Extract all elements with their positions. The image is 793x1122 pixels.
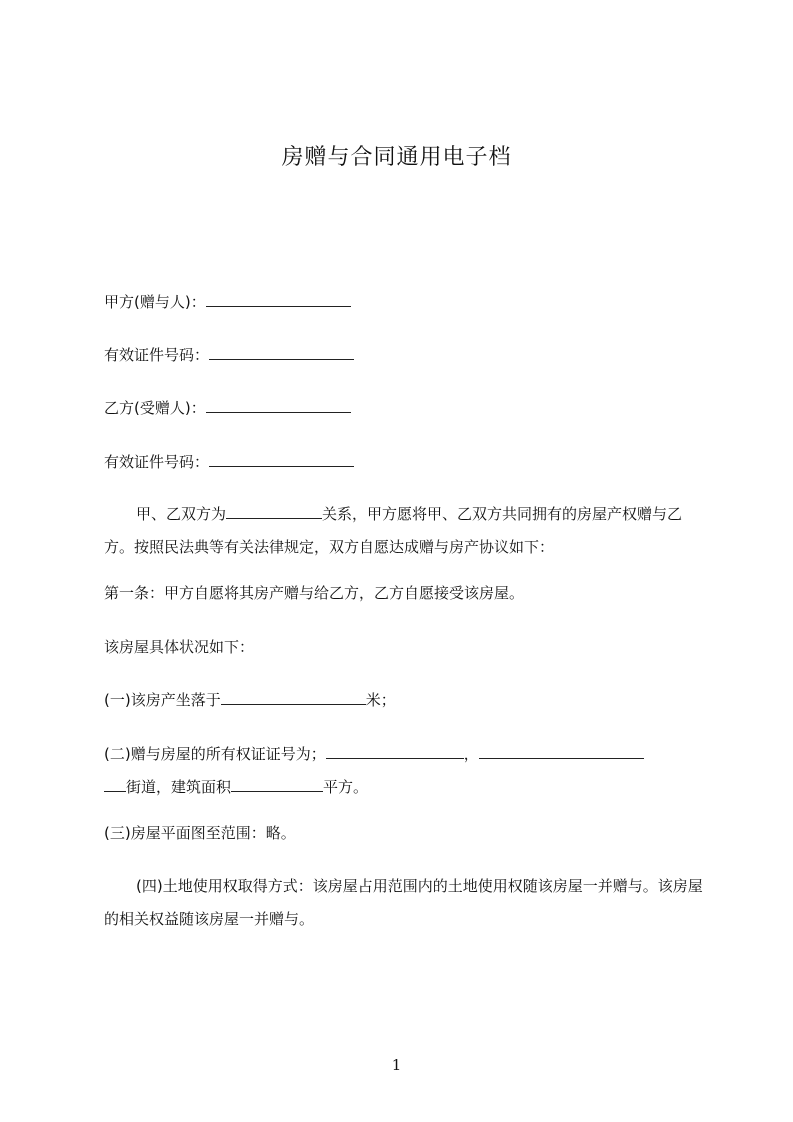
street-blank-continued	[104, 777, 126, 792]
area-blank	[231, 777, 323, 792]
page-number: 1	[391, 1056, 402, 1074]
intro-paragraph	[104, 498, 704, 564]
item-4-paragraph	[104, 870, 704, 936]
party-a-id-blank	[209, 345, 354, 360]
item-2-paragraph	[104, 738, 704, 804]
party-b-id-blank	[209, 452, 354, 467]
document-title: 房赠与合同通用电子档	[281, 145, 512, 170]
item-2-area-unit: 平方。	[323, 778, 369, 796]
party-a-blank	[206, 292, 351, 307]
intro-text-part2: 关系，甲方愿将甲、乙双方共同拥有的房屋产权赠与乙方。按照民法典等有关法律规定，双方自愿达成赠与房产协议如下：	[104, 505, 683, 556]
party-b-id-label: 有效证件号码：	[104, 453, 210, 471]
item-2-street-text: 街道，建筑面积	[126, 778, 232, 796]
intro-text-part1: 甲、乙双方为	[136, 505, 227, 523]
house-details-heading: 该房屋具体状况如下：	[104, 638, 255, 656]
party-b-blank	[206, 398, 351, 413]
item-2-text: (二)赠与房屋的所有权证证号为；	[104, 745, 326, 763]
item-2-comma: ，	[463, 745, 479, 763]
item-3: (三)房屋平面图至范围：略。	[104, 824, 296, 842]
certificate-number-blank	[326, 744, 464, 759]
party-b-line	[104, 398, 704, 418]
article-1: 第一条：甲方自愿将其房产赠与给乙方，乙方自愿接受该房屋。	[104, 584, 525, 602]
party-a-id-label: 有效证件号码：	[104, 346, 210, 364]
item-1-unit: 米；	[365, 691, 396, 709]
party-b-label: 乙方(受赠人)：	[104, 399, 206, 417]
item-1-line	[104, 690, 704, 710]
street-blank	[479, 744, 644, 759]
party-a-line	[104, 292, 704, 312]
item-4-text: (四)土地使用权取得方式：该房屋占用范围内的土地使用权随该房屋一并赠与。该房屋的相关权益随该房屋一并赠与。	[104, 877, 703, 928]
party-a-label: 甲方(赠与人)：	[104, 293, 206, 311]
location-blank	[221, 690, 366, 705]
party-a-id-line	[104, 345, 704, 365]
party-b-id-line	[104, 452, 704, 472]
relationship-blank	[226, 504, 322, 519]
item-1-text: (一)该房产坐落于	[104, 691, 221, 709]
